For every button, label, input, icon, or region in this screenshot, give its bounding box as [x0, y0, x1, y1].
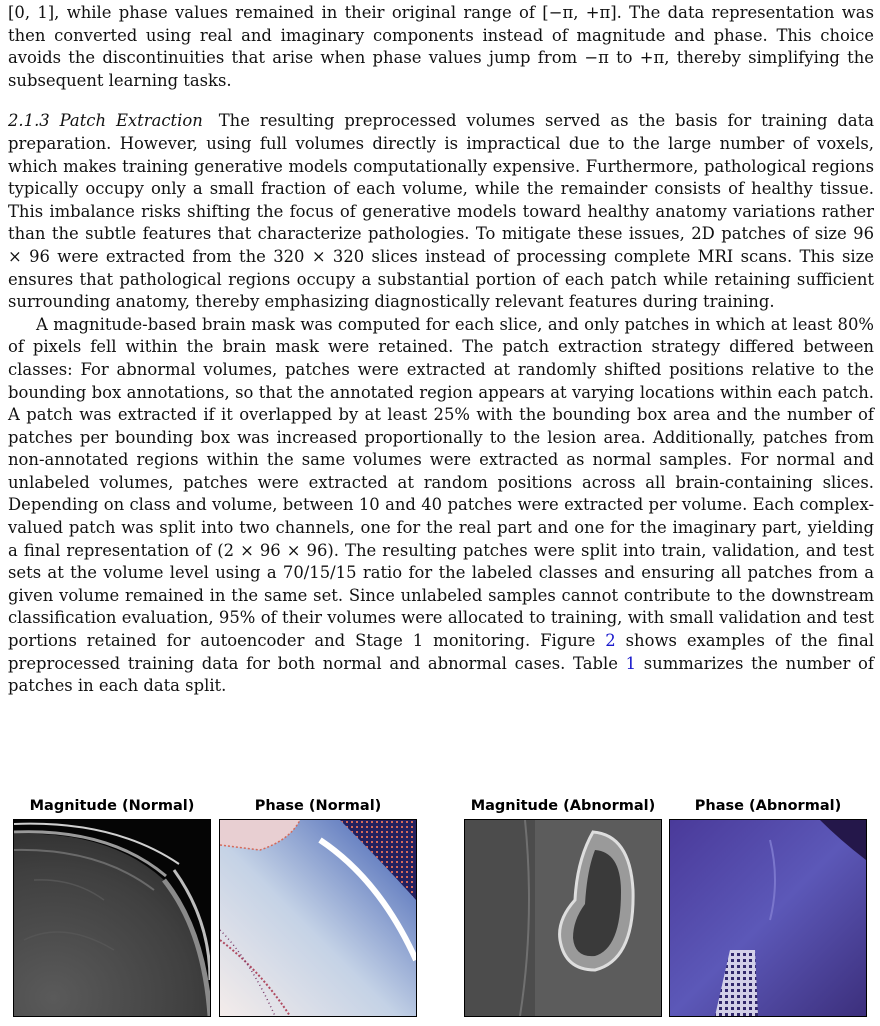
patch-extraction-paragraph-1 — [8, 110, 874, 313]
intro-paragraph: [0, 1], while phase values remained in their original range of [−π, +π]. The data representation was then converted using real and imaginary components instead of magnitude and phase. This choice avoids the discontinuities that arise when phase values jump from −π to +π, thereby simplifying the subsequent learning tasks. — [8, 3, 874, 90]
panel-title-phase-normal: Phase (Normal) — [254, 798, 382, 814]
panel-title-magnitude-abnormal: Magnitude (Abnormal) — [470, 798, 656, 814]
panel-title-phase-abnormal: Phase (Abnormal) — [694, 798, 842, 814]
section-heading: 2.1.3 Patch Extraction — [8, 111, 203, 131]
patch-extraction-paragraph-2 — [8, 314, 874, 698]
table-reference-link[interactable]: 1 — [625, 653, 637, 673]
paragraph-2-end: summarizes the number of patches in each data split. — [8, 653, 874, 696]
paragraph-2-mid: shows examples of the final preprocessed training data for both normal and abnormal cases. — [8, 631, 874, 673]
paper-page — [8, 0, 874, 698]
paragraph-1-text: The resulting preprocessed volumes served as the basis for training data preparation. However, using full volumes directly is impractical due to the large number of voxels, which makes training generative models computationally expensive. Furthermore, pathological regions typically occupy only a small fraction of each volume, while the remainder consists of healthy tissue. This imbalance risks shifting the focus of generative models toward healthy anatomy variations rather than the subtle features that characterize pathologies. To mitigate these issues, 2D patches of size 96 × 96 were extracted from the 320 × 320 slices instead of processing complete MRI scans. This size ensures that pathological regions occupy a substantial portion of each patch while retaining sufficient surrounding anatomy, thereby emphasizing diagnostically relevant features during training. — [8, 111, 874, 312]
magnitude-normal-image — [13, 819, 211, 1017]
paragraph-2-text: A magnitude-based brain mask was computed for each slice, and only patches in which at least 80% of pixels fell within the brain mask were retained. The patch extraction strategy differed between classes: For abnormal volumes, patches were extracted at randomly shifted positions relative to the bounding box annotations, so that the annotated region appears at varying locations within each patch. A patch was extracted if it overlapped by at least 25% with the bounding box area and the number of patches per bounding box was increased proportionally to the lesion area. Additionally, patches from non-annotated regions within the same volumes were extracted as normal samples. For normal and unlabeled volumes, patches were extracted at random positions across all brain-containing slices. Depending on class and volume, between 10 and 40 patches were extracted per volume. Each complex-valued patch was split into two channels, one for the real part and one for the imaginary part, yielding a final representation of (2 × 96 × 96). The resulting patches were split into train, validation, and test sets at the volume level using a 70/15/15 ratio for the labeled classes and ensuring all patches from a given volume remained in the same set. Since unlabeled samples cannot contribute to the downstream classification evaluation, 95% of their volumes were allocated to training, with small validation and test portions retained for autoencoder and Stage 1 monitoring. — [8, 314, 874, 651]
panel-title-magnitude-normal: Magnitude (Normal) — [29, 798, 195, 814]
phase-normal-image — [219, 819, 417, 1017]
figure-2 — [0, 798, 880, 1026]
magnitude-abnormal-image — [464, 819, 662, 1017]
phase-abnormal-image — [669, 819, 867, 1017]
figure-reference-link[interactable]: 2 — [605, 631, 616, 651]
table-word: Table — [573, 653, 618, 673]
figure-word: Figure — [540, 631, 596, 651]
